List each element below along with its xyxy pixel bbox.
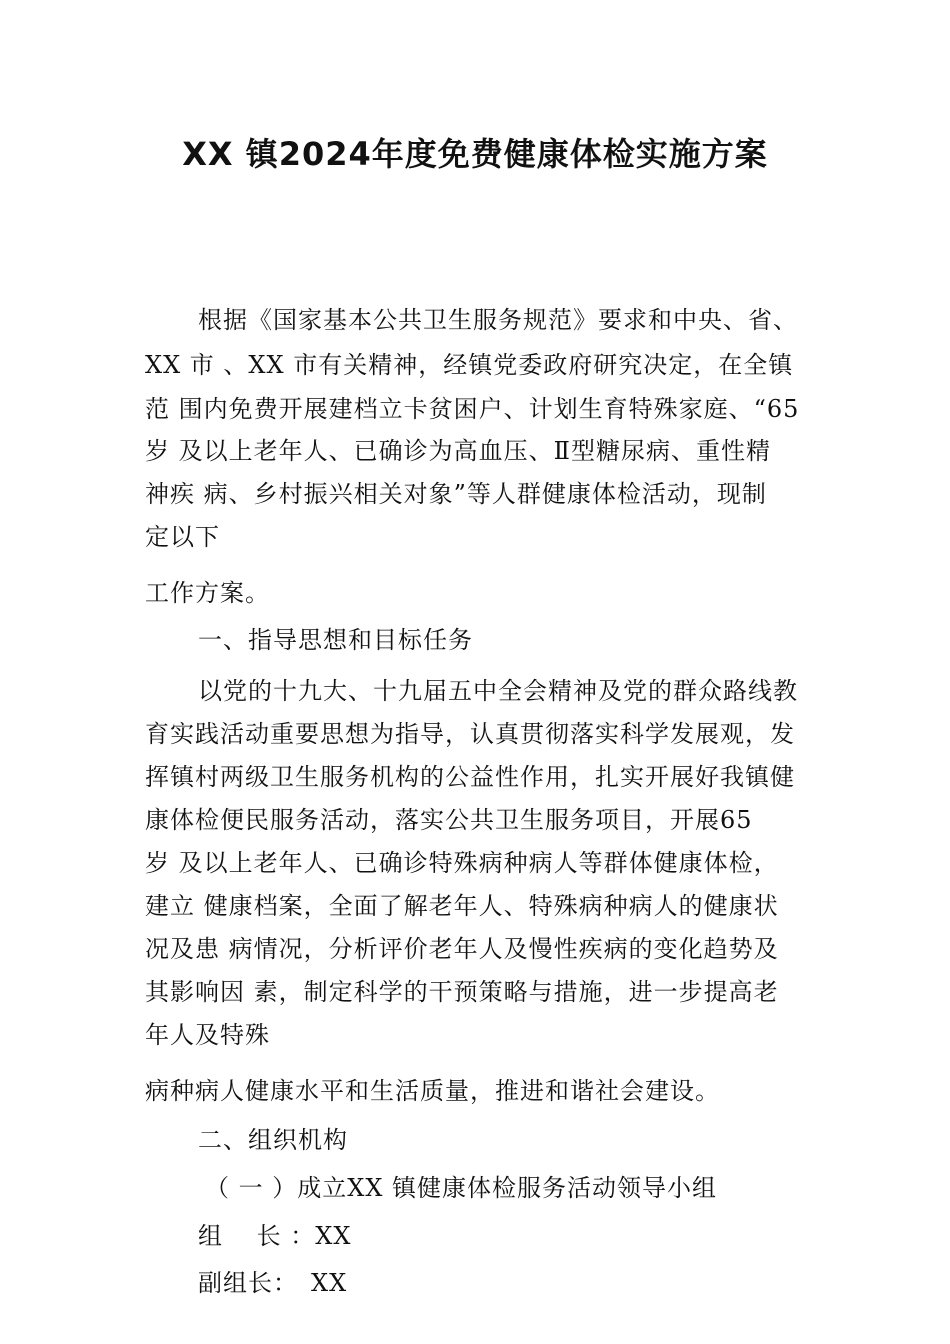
intro-line-2: XX 市 、XX 市有关精神，经镇党委政府研究决定，在全镇: [145, 351, 794, 379]
document-title: XX 镇2024年度免费健康体检实施方案: [182, 135, 768, 173]
intro-line-6: 定以下: [145, 523, 220, 551]
section-2-heading: 二、组织机构: [198, 1126, 348, 1154]
intro-line-1: 根据《国家基本公共卫生服务规范》要求和中央、省、: [198, 306, 798, 334]
subsection-1-heading: （ 一 ）成立XX 镇健康体检服务活动领导小组: [205, 1174, 718, 1202]
intro-line-3: 范 围内免费开展建档立卡贫困户、计划生育特殊家庭、“65: [145, 395, 800, 423]
section-1-line-6: 建立 健康档案，全面了解老年人、特殊病种病人的健康状: [145, 892, 779, 920]
section-1-line-4: 康体检便民服务活动，落实公共卫生服务项目，开展65: [145, 806, 753, 834]
intro-line-7: 工作方案。: [145, 579, 270, 607]
intro-line-4: 岁 及以上老年人、已确诊为高血压、Ⅱ型糖尿病、重性精: [145, 437, 771, 465]
section-1-heading: 一、指导思想和目标任务: [198, 626, 473, 654]
leader-line: 组 长 ：XX: [198, 1222, 352, 1250]
section-1-line-5: 岁 及以上老年人、已确诊特殊病种病人等群体健康体检，: [145, 849, 779, 877]
intro-line-5: 神疾 病、乡村振兴相关对象”等人群健康体检活动，现制: [145, 480, 767, 508]
section-1-line-10: 病种病人健康水平和生活质量，推进和谐社会建设。: [145, 1077, 720, 1105]
section-1-line-8: 其影响因 素，制定科学的干预策略与措施，进一步提高老: [145, 978, 779, 1006]
section-1-line-3: 挥镇村两级卫生服务机构的公益性作用，扎实开展好我镇健: [145, 763, 795, 791]
deputy-leader-line: 副组长： XX: [198, 1269, 348, 1297]
section-1-line-2: 育实践活动重要思想为指导，认真贯彻落实科学发展观，发: [145, 720, 795, 748]
section-1-line-1: 以党的十九大、十九届五中全会精神及党的群众路线教: [198, 677, 798, 705]
section-1-line-9: 年人及特殊: [145, 1021, 270, 1049]
section-1-line-7: 况及患 病情况，分析评价老年人及慢性疾病的变化趋势及: [145, 935, 779, 963]
